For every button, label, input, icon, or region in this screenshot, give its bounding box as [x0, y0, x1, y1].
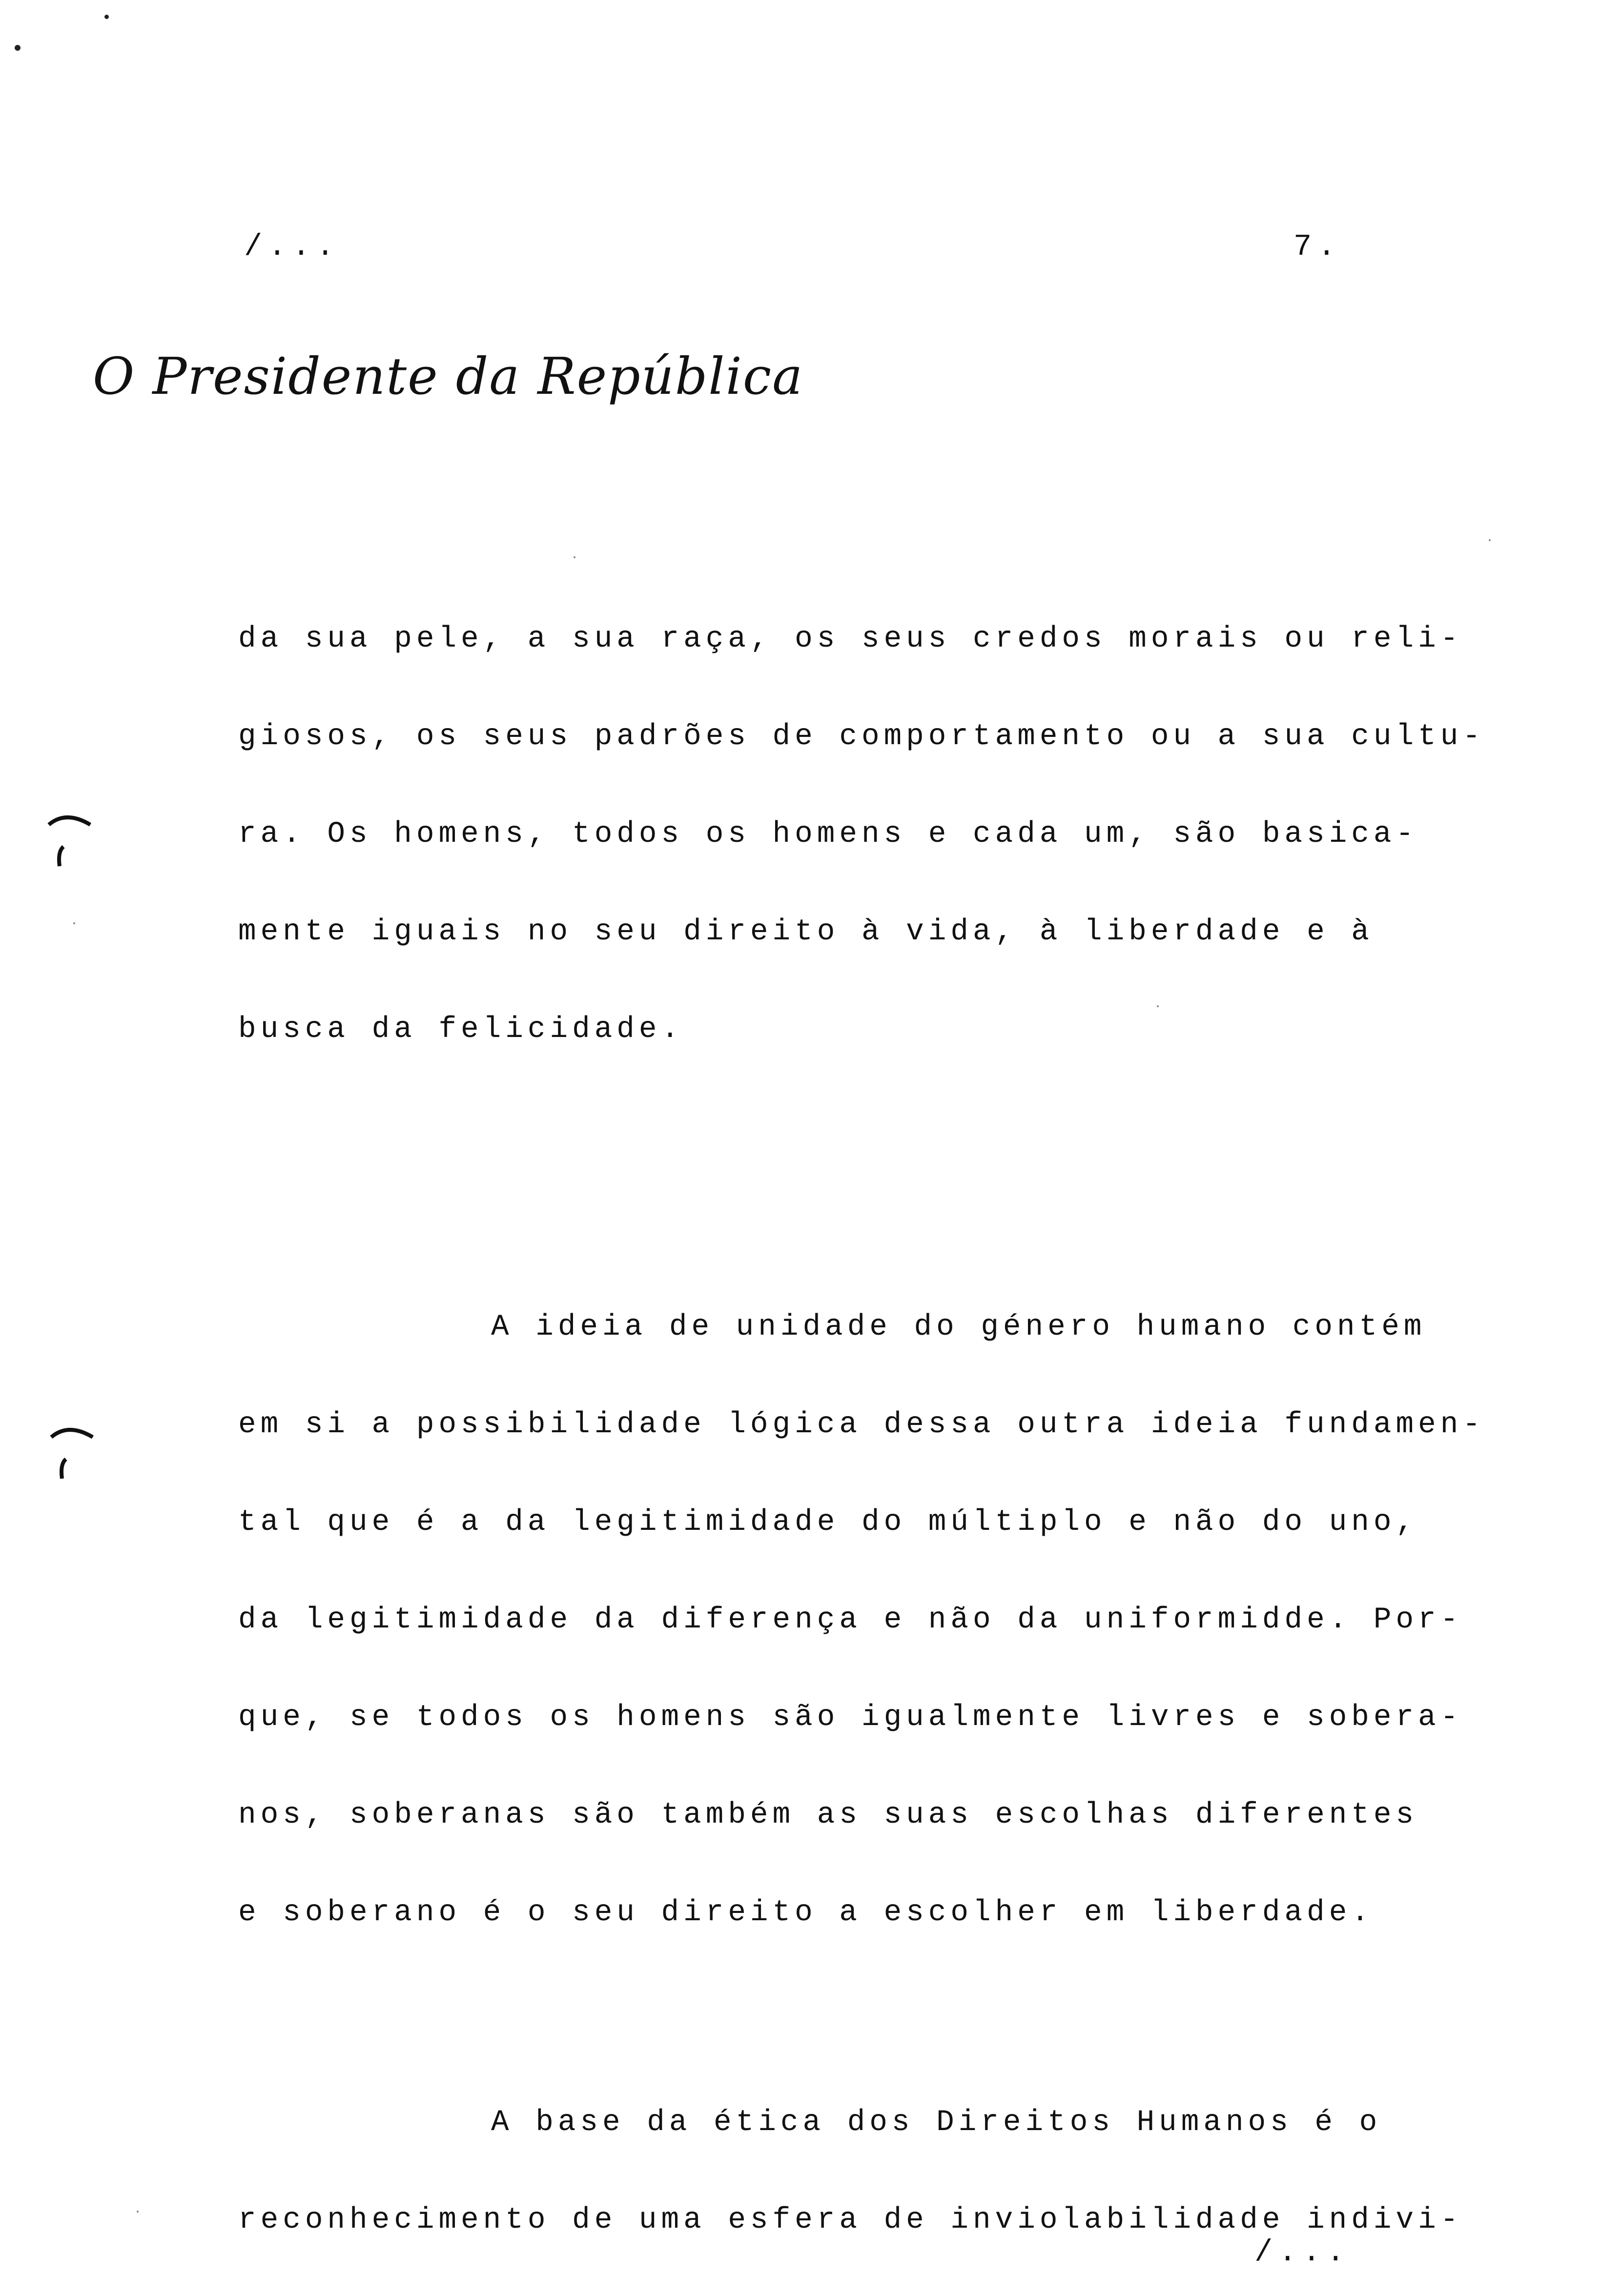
scan-speck — [73, 922, 75, 924]
text-line: e soberano é o seu direito a escolher em liberdade. — [238, 1896, 1374, 1930]
paragraph — [238, 2101, 1463, 2296]
letterhead — [93, 346, 803, 406]
scan-speck — [574, 556, 575, 558]
scan-speck — [15, 45, 21, 51]
text-line: que, se todos os homens são igualmente livres e sobera- — [238, 1701, 1463, 1734]
text-line: da legitimidade da diferença e não da uniformidde. Por- — [238, 1603, 1463, 1637]
text-line: ra. Os homens, todos os homens e cada um, são basica- — [238, 817, 1418, 851]
scan-speck — [104, 15, 109, 19]
text-line: em si a possibilidade lógica dessa outra ideia fundamen- — [238, 1408, 1485, 1442]
text-line: giosos, os seus padrões de comportamento ou a sua cultu- — [238, 720, 1485, 753]
paragraph — [238, 1305, 1485, 1989]
text-line: nos, soberanas são também as suas escolhas diferentes — [238, 1798, 1418, 1832]
continuation-marker: /... — [244, 229, 340, 264]
paragraph — [238, 617, 1485, 1105]
text-line: da sua pele, a sua raça, os seus credos morais ou reli- — [238, 622, 1463, 656]
text-line: tal que é a da legitimidade do múltiplo e não do uno, — [238, 1505, 1418, 1539]
text-line: A base da ética dos Direitos Humanos é o — [491, 2106, 1382, 2139]
text-line: mente iguais no seu direito à vida, à liberdade e à — [238, 915, 1374, 949]
document-body — [238, 617, 1485, 2296]
letterhead-title: O Presidente da República — [93, 346, 804, 406]
punch-mark-icon — [44, 805, 98, 869]
page-number: 7. — [1293, 229, 1342, 264]
text-line: reconhecimento de uma esfera de inviolabilidade indivi- — [238, 2203, 1463, 2237]
text-line: busca da felicidade. — [238, 1013, 684, 1046]
punch-mark-icon — [46, 1418, 100, 1481]
scan-speck — [137, 2211, 139, 2213]
continuation-marker-footer: /... — [1254, 2235, 1351, 2270]
scan-speck — [1489, 539, 1491, 541]
text-line: A ideia de unidade do género humano contém — [491, 1310, 1426, 1344]
